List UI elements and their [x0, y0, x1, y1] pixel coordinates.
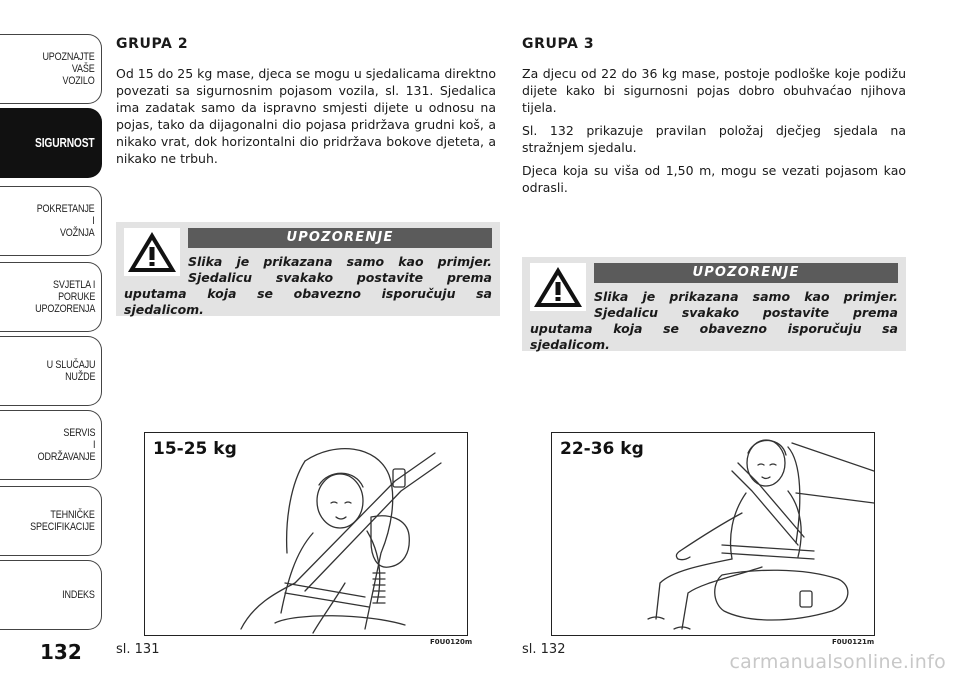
figure-weight-label: 15-25 kg	[153, 439, 237, 459]
tab-svjetla-i-poruke[interactable]	[0, 262, 102, 332]
figure-caption: sl. 131	[116, 642, 160, 657]
child-on-booster-cushion-illustration	[552, 433, 874, 635]
tab-u-slucaju-nuzde[interactable]	[0, 336, 102, 406]
figure-132	[551, 432, 875, 636]
paragraph: Za djecu od 22 do 36 kg mase, postoje podloške koje podižu dijete kako bi sigurnosni pojas dobro obuhvaćao njihova tijela.	[522, 66, 906, 115]
warning-heading: UPOZORENJE	[188, 228, 492, 248]
paragraph: Sl. 132 prikazuje pravilan položaj dječjeg sjedala na stražnjem sjedalu.	[522, 123, 906, 155]
warning-triangle-icon	[530, 263, 586, 311]
page-number: 132	[40, 640, 82, 664]
tab-label: UPOZNAJTE VAŠE VOZILO	[42, 51, 95, 87]
left-column	[116, 36, 496, 173]
paragraph: Od 15 do 25 kg mase, djeca se mogu u sjedalicama direktno povezati sa sigurnosnim pojasom vozila, sl. 131. Sjedalica ima zadatak samo da ispravno smjesti dijete u odnosu na pojas, tako da dijagonalni dio pojasa pridržava grudni koš, a nikako vrat, dok horizontalni dio pridržava bokove djeteta, a nikako ne trbuh.	[116, 66, 496, 166]
section-title-grupa-3: GRUPA 3	[522, 36, 595, 52]
figure-131	[144, 432, 468, 636]
figure-caption: sl. 132	[522, 642, 566, 657]
tab-upoznajte-vase-vozilo[interactable]	[0, 34, 102, 104]
warning-triangle-icon	[124, 228, 180, 276]
watermark: carmanualsonline.info	[729, 651, 946, 673]
tab-label: SVJETLA I PORUKE UPOZORENJA	[34, 279, 95, 315]
section-title-grupa-2: GRUPA 2	[116, 36, 189, 52]
paragraph: Djeca koja su viša od 1,50 m, mogu se vezati pojasom kao odrasli.	[522, 163, 906, 195]
tab-tehnicke-specifikacije[interactable]	[0, 486, 102, 556]
tab-label: TEHNIČKE SPECIFIKACIJE	[30, 509, 95, 533]
tab-label: POKRETANJE I VOŽNJA	[37, 203, 95, 239]
tab-label: SERVIS I ODRŽAVANJE	[37, 427, 95, 463]
warning-box-right	[522, 257, 906, 351]
warning-text: Slika je prikazana samo kao primjer. Sjedalicu svakako postavite prema uputama koja se obavezno isporučuju sa sjedalicom.	[530, 289, 898, 352]
figure-weight-label: 22-36 kg	[560, 439, 644, 459]
tab-label: SIGURNOST	[35, 136, 95, 150]
tab-servis-i-odrzavanje[interactable]	[0, 410, 102, 480]
figure-code: F0U0120m	[430, 638, 473, 646]
child-booster-seat-illustration	[145, 433, 467, 635]
tab-label: INDEKS	[62, 589, 95, 601]
warning-text: Slika je prikazana samo kao primjer. Sjedalicu svakako postavite prema uputama koja se obavezno isporučuju sa sjedalicom.	[124, 254, 492, 317]
warning-heading: UPOZORENJE	[594, 263, 898, 283]
figure-code: F0U0121m	[832, 638, 875, 646]
tab-pokretanje-i-voznja[interactable]	[0, 186, 102, 256]
warning-box-left	[116, 222, 500, 316]
right-column	[522, 36, 906, 202]
tab-indeks[interactable]	[0, 560, 102, 630]
tab-sigurnost[interactable]	[0, 108, 102, 178]
tab-label: U SLUČAJU NUŽDE	[46, 359, 95, 383]
